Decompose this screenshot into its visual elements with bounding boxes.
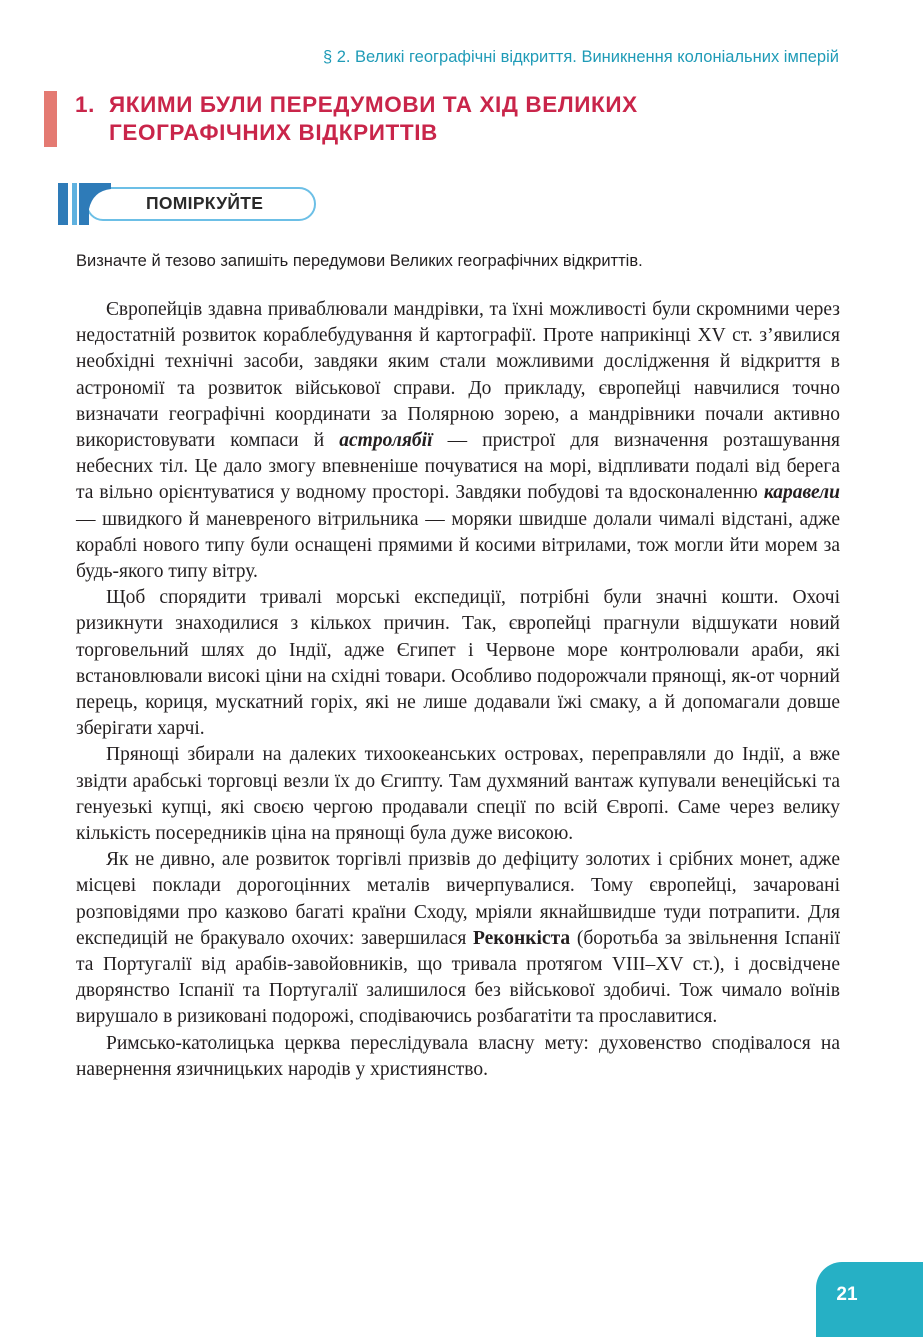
paragraph-1 (76, 297, 840, 585)
think-label: ПОМІРКУЙТЕ (146, 193, 264, 213)
paragraph-5: Римсько-католицька церква переслідувала власну мету: духовенство сподівалося на навернення язичницьких народів у християнство. (76, 1032, 840, 1080)
callout-bar-dark (58, 183, 68, 225)
paragraph-1-part-c: — швидкого й маневреного вітрильника — моряки швидше долали чималі відстані, адже кораблі нового типу були оснащені прямими й косими вітрилами, тож могли йти морем за будь-якого типу вітру. (76, 508, 840, 583)
running-head: § 2. Великі географічні відкриття. Виникнення колоніальних імперій (322, 48, 839, 66)
paragraph-1-part-b: — пристрої для визначення розташування небесних тіл. Це дало змогу впевненіше почуватися на морі, відпливати подалі від берега та вільно орієнтуватися у водному просторі. Завдяки побудові та вдосконаленню (76, 430, 840, 504)
section-number: 1. (75, 92, 95, 117)
term-astrolabe: астролябії (339, 430, 433, 452)
paragraph-3: Прянощі збирали на далеких тихоокеанських островах, переправляли до Індії, а вже звідти арабські торговці везли їх до Єгипту. Там духмяний вантаж купували венеційські та генуезькі купці, які своєю чергою продавали спеції по всій Європі. Саме через велику кількість посередників ціна на прянощі була дуже високою. (76, 744, 840, 845)
callout-corner-icon (79, 183, 111, 225)
page-number: 21 (836, 1284, 858, 1305)
body-text (76, 297, 840, 1083)
section-title-line2: ГЕОГРАФІЧНИХ ВІДКРИТТІВ (109, 120, 438, 145)
section-marker-bar (44, 91, 57, 147)
section-heading (75, 91, 638, 147)
paragraph-4 (76, 847, 840, 1030)
term-reconquista: Реконкіста (473, 927, 571, 949)
think-callout (58, 183, 264, 225)
paragraph-4-part-b: (боротьба за звільнення Іспанії та Португалії від арабів-завойовників, що тривала протягом VIII–XV ст.), і досвідчене дворянство Іспанії та Португалії залишилося без військової здобичі. Тож чимало воїнів вирушало в ризиковані подорожі, сподіваючись розбагатіти та прославитися. (76, 927, 840, 1028)
think-task: Визначте й тезово запишіть передумови Великих географічних відкриттів. (76, 252, 643, 270)
paragraph-2: Щоб спорядити тривалі морські експедиції, потрібні були значні кошти. Охочі ризикнути знаходилися з кількох причин. Так, європейці прагнули відшукати новий торговельний шлях до Індії, адже Єгипет і Червоне море контролювали араби, які встановлювали високі ціни на східні товари. Особливо подорожчали прянощі, як-от чорний перець, кориця, мускатний горіх, які не лише додавали їжі смаку, а й допомагали довше зберігати харчі. (76, 587, 840, 740)
paragraph-4-part-a: Як не дивно, але розвиток торгівлі призвів до дефіциту золотих і срібних монет, адже місцеві поклади дорогоцінних металів вичерпувалися. Тому європейці, зачаровані розповідями про казково багаті країни Сходу, мріяли якнайшвидше туди потрапити. Для експедицій не бракувало охочих: завершилася (76, 849, 840, 949)
callout-bar-light (72, 183, 77, 225)
paragraph-1-part-a: Європейців здавна приваблювали мандрівки, та їхні можливості були скромними через недостатній розвиток кораблебудування й картографії. Проте наприкінці XV ст. з’явилися необхідні технічні засоби, завдяки яким стали можливими дослідження й відкриття в астрономії та розвиток військової справи. До прикладу, європейці навчилися точно визначати географічні координати за Полярною зорею, а мандрівники почали активно використовувати компаси й (76, 299, 840, 452)
page-number-tab (816, 1262, 923, 1337)
section-title-line1: ЯКИМИ БУЛИ ПЕРЕДУМОВИ ТА ХІД ВЕЛИКИХ (109, 92, 638, 117)
term-caravel: каравели (763, 482, 840, 504)
